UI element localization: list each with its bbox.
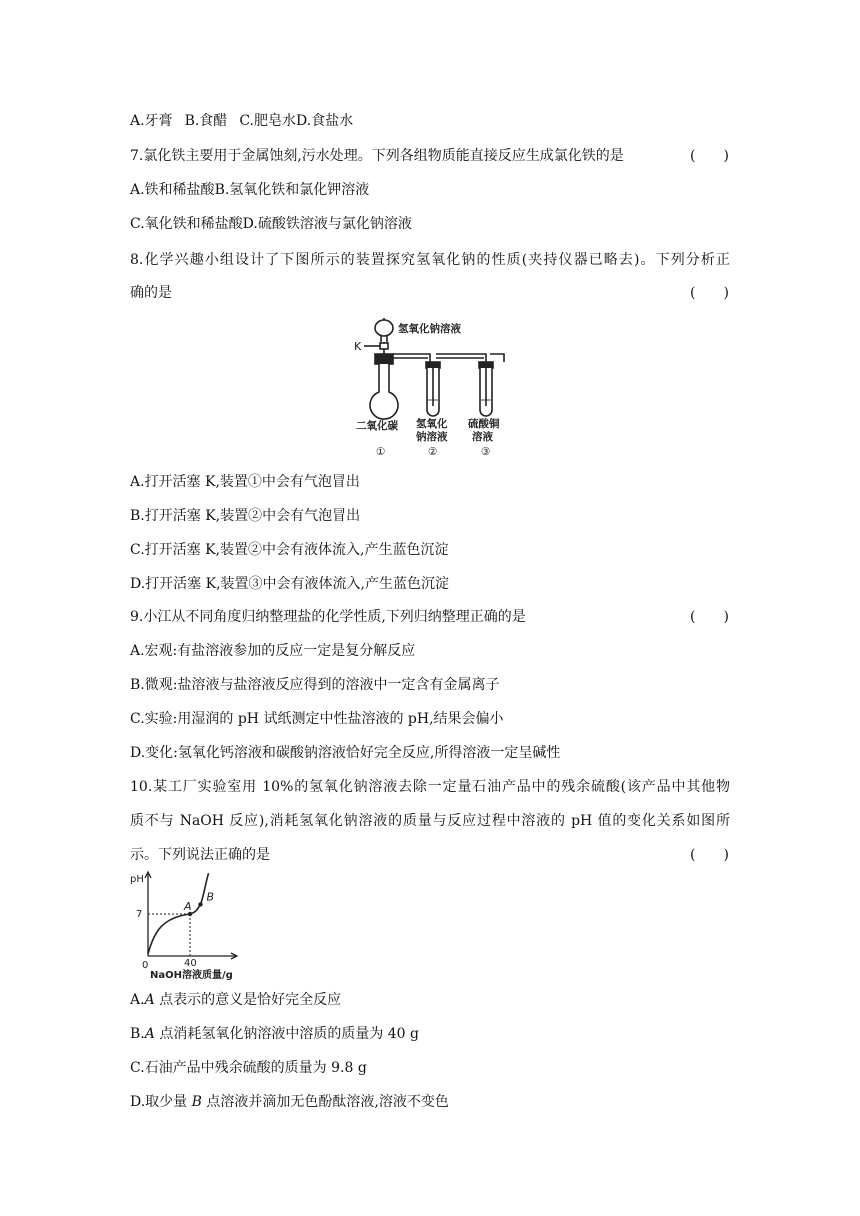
q6-options bbox=[130, 111, 353, 131]
tube3-label-line1: 硫酸铜 bbox=[468, 418, 500, 430]
tube2-label-line2: 钠溶液 bbox=[416, 431, 448, 443]
q8-stem-line2: 确的是 bbox=[130, 285, 172, 301]
q7-option-d: D.硫酸铁溶液与氯化钠溶液 bbox=[242, 216, 412, 232]
q9-option-a: A.宏观:有盐溶液参加的反应一定是复分解反应 bbox=[130, 643, 416, 659]
chart-ylabel: pH bbox=[130, 874, 144, 885]
q6-option-d: D.食盐水 bbox=[295, 113, 354, 129]
chart-x-tick-40: 40 bbox=[184, 958, 197, 969]
q7-options-row1 bbox=[130, 180, 369, 200]
q10-stem-line1: 10.某工厂实验室用 10%的氢氧化钠溶液去除一定量石油产品中的残余硫酸(该产品中其他物 bbox=[130, 779, 730, 795]
q9-option-c: C.实验:用湿润的 pH 试纸测定中性盐溶液的 pH,结果会偏小 bbox=[130, 711, 504, 727]
q10-option-d: D.取少量 B 点溶液并滴加无色酚酞溶液,溶液不变色 bbox=[130, 1094, 449, 1110]
q10-stem-line3: 示。下列说法正确的是 bbox=[130, 847, 270, 863]
q6-option-c: C.肥皂水 bbox=[239, 113, 296, 129]
q7-answer-blank: ( ) bbox=[690, 148, 729, 164]
q7-stem: 7.氯化铁主要用于金属蚀刻,污水处理。下列各组物质能直接反应生成氯化铁的是 bbox=[130, 148, 624, 164]
apparatus-number-1: ① bbox=[376, 446, 386, 458]
separatory-funnel-icon bbox=[375, 320, 393, 336]
q9-answer-blank: ( ) bbox=[690, 609, 729, 625]
funnel-label: 氢氧化钠溶液 bbox=[398, 323, 461, 335]
flask-label: 二氧化碳 bbox=[356, 420, 398, 432]
q8-option-b: B.打开活塞 K,装置②中会有气泡冒出 bbox=[130, 508, 361, 524]
q8-option-d: D.打开活塞 K,装置③中会有液体流入,产生蓝色沉淀 bbox=[130, 576, 449, 592]
q7-option-a: A.铁和稀盐酸 bbox=[130, 182, 215, 198]
q7-option-b: B.氢氧化铁和氯化钾溶液 bbox=[214, 182, 370, 198]
q6-option-a: A.牙膏 bbox=[130, 113, 173, 129]
q8-option-c: C.打开活塞 K,装置②中会有液体流入,产生蓝色沉淀 bbox=[130, 542, 449, 558]
chart-y-tick-7: 7 bbox=[136, 909, 143, 920]
apparatus-figure bbox=[350, 314, 510, 462]
q6-option-b: B.食醋 bbox=[184, 113, 228, 129]
q10-option-c: C.石油产品中残余硫酸的质量为 9.8 g bbox=[130, 1060, 367, 1076]
point-a-label: A bbox=[184, 900, 192, 913]
q10-option-b: B.A 点消耗氢氧化钠溶液中溶质的质量为 40 g bbox=[130, 1026, 420, 1042]
q9-option-b: B.微观:盐溶液与盐溶液反应得到的溶液中一定含有金属离子 bbox=[130, 677, 500, 693]
q7-option-c: C.氧化铁和稀盐酸 bbox=[130, 216, 243, 232]
q8-answer-blank: ( ) bbox=[690, 285, 729, 301]
point-b-label: B bbox=[206, 890, 215, 904]
q10-answer-blank: ( ) bbox=[690, 847, 729, 863]
flask-stopper-icon bbox=[375, 354, 393, 364]
tube3-label-line2: 溶液 bbox=[472, 431, 493, 443]
q10-option-a: A.A 点表示的意义是恰好完全反应 bbox=[130, 992, 342, 1008]
q10-stem-line2: 质不与 NaOH 反应),消耗氢氧化钠溶液的质量与反应过程中溶液的 pH 值的变化关系如图所 bbox=[130, 813, 730, 829]
valve-label: K bbox=[354, 340, 362, 353]
q8-stem-line1: 8.化学兴趣小组设计了下图所示的装置探究氢氧化钠的性质(夹持仪器已略去)。下列分析正 bbox=[130, 252, 730, 268]
q9-stem: 9.小江从不同角度归纳整理盐的化学性质,下列归纳整理正确的是 bbox=[130, 609, 526, 625]
chart-x-origin-tick: 0 bbox=[142, 960, 149, 971]
point-b-marker bbox=[198, 902, 202, 906]
apparatus-number-3: ③ bbox=[481, 446, 491, 458]
chart-xlabel: NaOH溶液质量/g bbox=[150, 970, 233, 980]
q8-option-a: A.打开活塞 K,装置①中会有气泡冒出 bbox=[130, 474, 360, 490]
ph-chart bbox=[128, 868, 248, 980]
q9-option-d: D.变化:氢氧化钙溶液和碳酸钠溶液恰好完全反应,所得溶液一定呈碱性 bbox=[130, 745, 561, 761]
apparatus-number-2: ② bbox=[428, 446, 438, 458]
round-flask-icon bbox=[370, 364, 398, 419]
tube2-label-line1: 氢氧化 bbox=[416, 418, 448, 430]
q7-options-row2 bbox=[130, 214, 412, 234]
